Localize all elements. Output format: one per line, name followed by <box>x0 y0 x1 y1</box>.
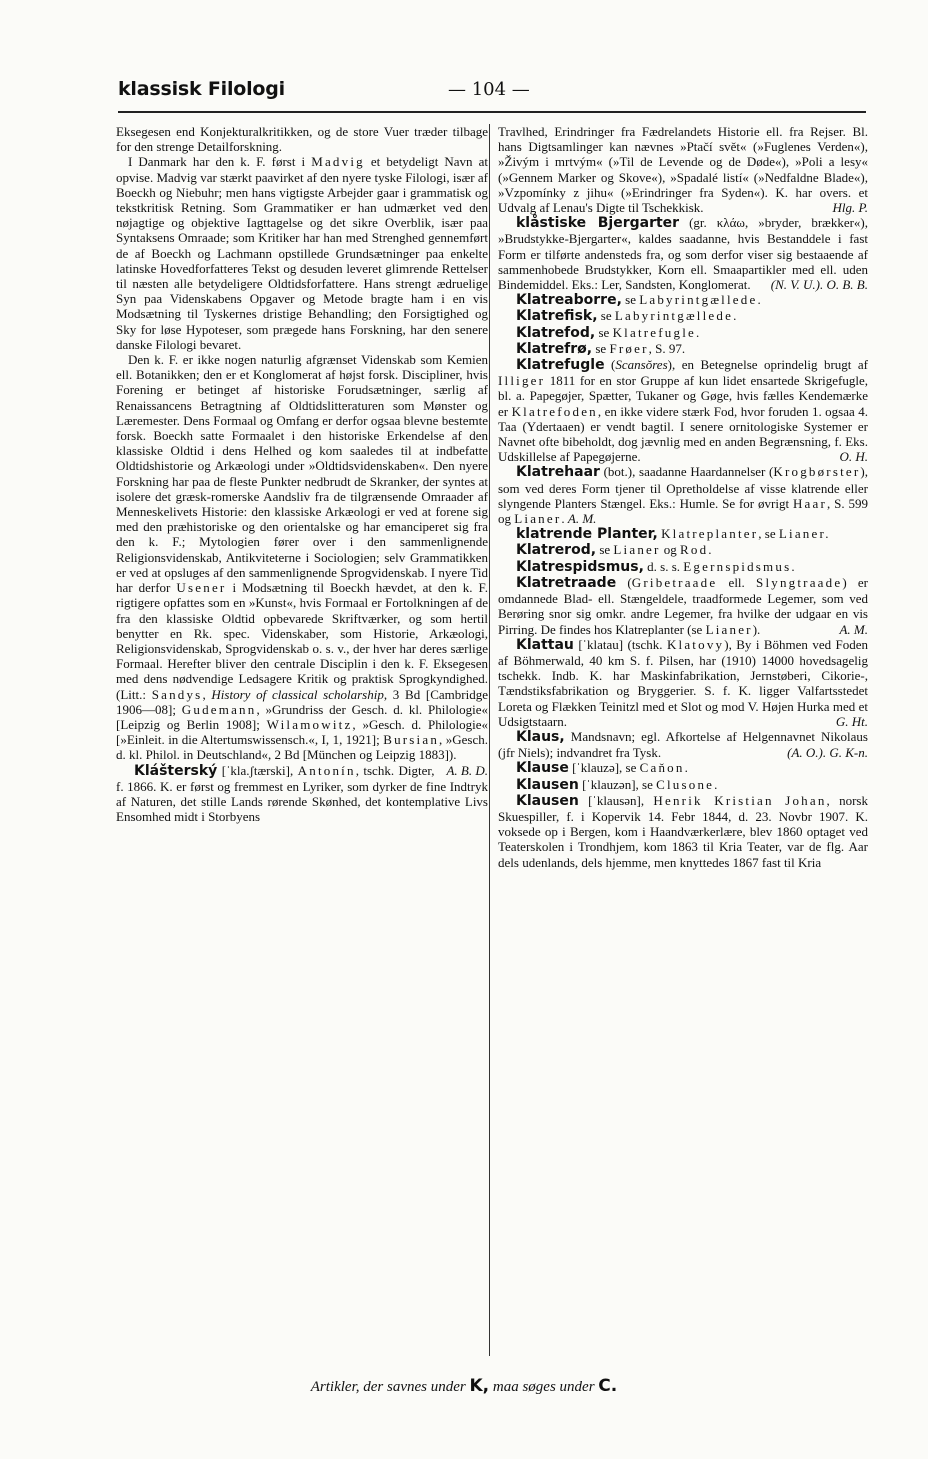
entry-headword: klåstiske Bjergarter <box>516 215 680 232</box>
dictionary-entry: Klatrefod, se Klatrefugle. <box>516 324 702 341</box>
entry-headword: Klatrefugle <box>516 357 605 374</box>
entry-headword: Klatretraade <box>516 574 617 591</box>
author-signature: Hlg. P. <box>832 200 868 216</box>
dictionary-entry: Klause [ˈklauzə], se Caňon. <box>516 760 691 777</box>
dictionary-entry: Klatrehaar (bot.), saadanne Haardannelser (Krogbørster), som ved deres Form tjener til Opretholdelse af visse klatrende eller slyngende Planters Stængel. Eks.: Humle. Se for øvrigt Haar, S. 599 og Lianer. A. M. <box>498 464 868 527</box>
dictionary-entry: klåstiske Bjergarter (gr. κλάω, »bryder, brækker«), »Brudstykke-Bjergarter«, kaldes saadanne, hvis Bestanddele i fast Form er tilførte andensteds fra, og som derfor viser sig bestaaende af sammenhobede Brudstykker, Korn ell. Smaapartikler med ell. uden Bindemiddel. Eks.: Ler, Sandsten, Konglomerat. (N. V. U.). O. B. B. <box>498 215 869 293</box>
entry-headword: Klattau <box>516 636 574 653</box>
author-signature: A. B. D. <box>446 762 488 778</box>
author-signature: A. M. <box>567 511 597 527</box>
entry-headword: Klause <box>516 760 569 777</box>
author-signature: (N. V. U.). O. B. B. <box>770 277 868 293</box>
dictionary-entry: Klatrespidsmus, d. s. s. Egernspidsmus. <box>516 558 797 575</box>
column-divider <box>489 124 490 1356</box>
header-rule <box>118 111 866 113</box>
author-signature: A. M. <box>839 621 868 637</box>
dictionary-entry: Klaus, Mandsnavn; egl. Afkortelse af Helgennavnet Nikolaus (jfr Niels); indvandret fra Tysk. (A. O.). G. K-n. <box>498 728 868 761</box>
dictionary-entry: Klausen [ˈklausən], Henrik Kristian Johan, norsk Skuespiller, f. i Kopervik 14. Febr 1844, d. 23. Novbr 1907. K. voksede op i Bergen, kom i Haandværkerlære, blev 1860 optaget ved Teaterskolen i Trondhjem, kom 1863 til Kria Teater, var de flg. Aar dels udenlands, dels hjemme, men knyttedes 1867 fast til Kria <box>498 792 868 870</box>
entry-headword: Klatrerod, <box>516 542 597 559</box>
dictionary-entry: Klatretraade (Gribetraade ell. Slyngtraade) er omdannede Blad- ell. Stængeldele, traadformede Legemer, som ved Berøring snor sig omkr. andre Legemer, fra hvilke der udgaar en vis Pirring. De findes hos Klatreplanter (se Lianer). A. M. <box>498 574 868 637</box>
paragraph: Travlhed, Erindringer fra Fædrelandets Historie ell. fra Rejser. Bl. hans Digtsamlinger kan nævnes »Ptačí svět« (»Fuglenes Verden«), »Živým i mrtvým« (»Til de Levende og de Døde«), »Poli a lesy« (»Gennem Marker og Skove«), »Spadalé listí« (»Nedfaldne Blade«), »Vzpomínky z jihu« (»Erindringer fra Syden«). K. har overs. et Udvalg af Lenau's Digte til Tschekkisk. Hlg. P. <box>498 124 868 216</box>
author-signature: O. H. <box>839 449 868 465</box>
paragraph: Den k. F. er ikke nogen naturlig afgrænset Videnskab som Kemien ell. Botanikken; den er et Konglomerat af højst forsk. Discipliner, hvis Forening er betinget af historiske Forudsætninger, særlig af Renaissancens Betragtning af Oldtidslitteraturen som Mønster og Læremester. Dens Formaal og Omfang er derfor ogsaa blevne bestemte forsk. Boeckh satte Formaalet i den historiske Erkendelse af den klassiske Oldtid i dens Helhed og kom saaledes til at indbefatte Oldtidshistorie og Arkæologi under »Oldtidsvidenskaben«. Den nyere Forskning har paa de fleste Punkter nedbrudt de Skranker, der syntes at isolere det græsk-romerske Aandsliv fra de tilgrænsende Omraader af Menneskelivets Historie: den klassiske Arkæologi er ved at forene sig med den præhistoriske og den orientalske og har emanciperet sig fra den k. F.; Mytologien fører over i den sammenlignende Religionsvidenskab, Antikviteterne i Sociologien; selv Grammatikken er ved at opsluges af den sammenlignende Sprogvidenskab. I nyere Tid har derfor Usener i Modsætning til Boeckh hævdet, at den k. F. rigtigere opfattes som en »Kunst«, hvis Formaal er Fortolkningen af de fra den klassiske Oldtid opbevarede Skriftværker, og som hertil benytter en Rk. spec. Videnskaber, som Historie, Arkæologi, Religionsvidenskab, Sprogvidenskab o. s. v., der hver har deres særlige Formaal. Herefter bliver den centrale Disciplin i den k. F. Eksegesen med dens nødvendige Ledsagere Kritik og praktisk Sprogkyndighed. (Litt.: Sandys, History of classical scholarship, 3 Bd [Cambridge 1906—08]; Gudemann, »Grundriss der Gesch. d. kl. Philologie« [Leipzig og Berlin 1908]; Wilamowitz, »Gesch. d. Philologie« [»Einleit. in die Altertumswissensch.«, I, 1, 1921]; Bursian, »Gesch. d. kl. Philol. in Deutschland«, 2 Bd [München og Leipzig 1883]). A. B. D. <box>116 352 489 778</box>
entry-headword: Klaus, <box>516 728 565 745</box>
author-signature: (A. O.). G. K-n. <box>787 745 868 761</box>
running-title: klassisk Filologi <box>118 78 285 100</box>
dictionary-entry: Klatreaborre, se Labyrintgællede. <box>516 292 763 309</box>
entry-headword: Klášterský <box>134 762 218 779</box>
right-column <box>498 124 868 870</box>
dictionary-entry: Klatrefrø, se Frøer, S. 97. <box>516 340 686 357</box>
page-footer-note: Artikler, der savnes under K, maa søges under C. <box>310 1376 618 1396</box>
entry-headword: Klatreaborre, <box>516 292 622 309</box>
entry-headword: Klausen <box>516 792 579 809</box>
entry-headword: Klatrefrø, <box>516 340 593 357</box>
dictionary-entry: klatrende Planter, Klatreplanter, se Lianer. <box>516 526 831 543</box>
paragraph: I Danmark har den k. F. først i Madvig et betydeligt Navn at opvise. Madvig var stærkt paavirket af den nyere tyske Filologi, især af Boeckh og Niebuhr; men hans vigtigste Arbejder gaar i grammatisk og tekstkritisk Retning. Som Grammatiker er han udmærket ved den nøjagtige og objektive Iagttagelse og det sikre Overblik, især paa Syntaksens Omraade; som Kritiker har han med Strenghed gennemført de af Boeckh og Lachmann opstillede Grundsætninger paa enkelte latinske Hovedforfatteres Tekst og desuden leveret glimrende Rettelser til næsten alle betydeligere Oldtidsforfattere. Hans strengt ædruelige Syn paa Videnskabens Opgaver og Metode bragte ham i en vis Modsætning til Tyskernes dristige Behandling; den Forsigtighed og Sky for løse Hypoteser, som prægede hans Forskning, har den senere danske Filologi bevaret. <box>116 154 488 352</box>
entry-headword: Klatrefisk, <box>516 308 598 325</box>
page-number: — 104 — <box>448 79 530 100</box>
dictionary-entry: Klausen [ˈklauzən], se Clusone. <box>516 776 720 793</box>
dictionary-entry: Klatrefugle (Scansŏres), en Betegnelse oprindelig brugt af Illiger 1811 for en stor Gruppe af kun lidet ensartede Skrigefugle, bl. a. Papegøjer, Spætter, Tukaner og Gøge, hvis fælles Kendemærke er Klatrefoden, en ikke videre stærk Fod, hvor foruden 1. ogsaa 4. Taa (Ydertaaen) er vendt bagtil. I senere ornitologiske Systemer er Navnet ofte bibeholdt, dog jævnlig med en anden Begrænsning, f. Eks. Udskillelse af Papegøjerne. O. H. <box>498 357 868 465</box>
dictionary-entry: Klášterský [ˈkla.ʃtærski], Antonín, tschk. Digter, f. 1866. K. er først og fremmest en Lyriker, som dyrker de fine Indtryk af Naturen, det stille Lands rørende Skønhed, det kontemplative Livs Ensomhed midt i Storbyens <box>116 762 488 825</box>
entry-headword: klatrende Planter, <box>516 526 658 543</box>
entry-headword: Klausen <box>516 776 579 793</box>
dictionary-entry: Klatrerod, se Lianer og Rod. <box>516 542 714 559</box>
dictionary-entry: Klatrefisk, se Labyrintgællede. <box>516 308 739 325</box>
page-header <box>118 78 866 108</box>
paragraph: Eksegesen end Konjekturalkritikken, og de store Vuer træder tilbage for den strenge Detailforskning. <box>116 124 488 155</box>
left-column <box>116 124 488 824</box>
entry-headword: Klatrefod, <box>516 324 596 341</box>
entry-headword: Klatrehaar <box>516 464 600 481</box>
author-signature: G. Ht. <box>835 713 868 729</box>
dictionary-entry: Klattau [ˈklatau] (tschk. Klatovy), By i Böhmen ved Foden af Böhmerwald, 40 km S. f. Pilsen, har (1910) 14000 hovedsagelig tschekk. Indb. K. har Maskinfabrikation, Jernstøberi, Cikorie-, Tændstiksfabrikation og Bryggerier. S. f. K. ligger Valfartsstedet Loreta og Flækken Teinitzl med et Slot og mod V. Højen Hurka med et Udsigtstaarn. G. Ht. <box>498 636 868 729</box>
entry-headword: Klatrespidsmus, <box>516 558 644 575</box>
